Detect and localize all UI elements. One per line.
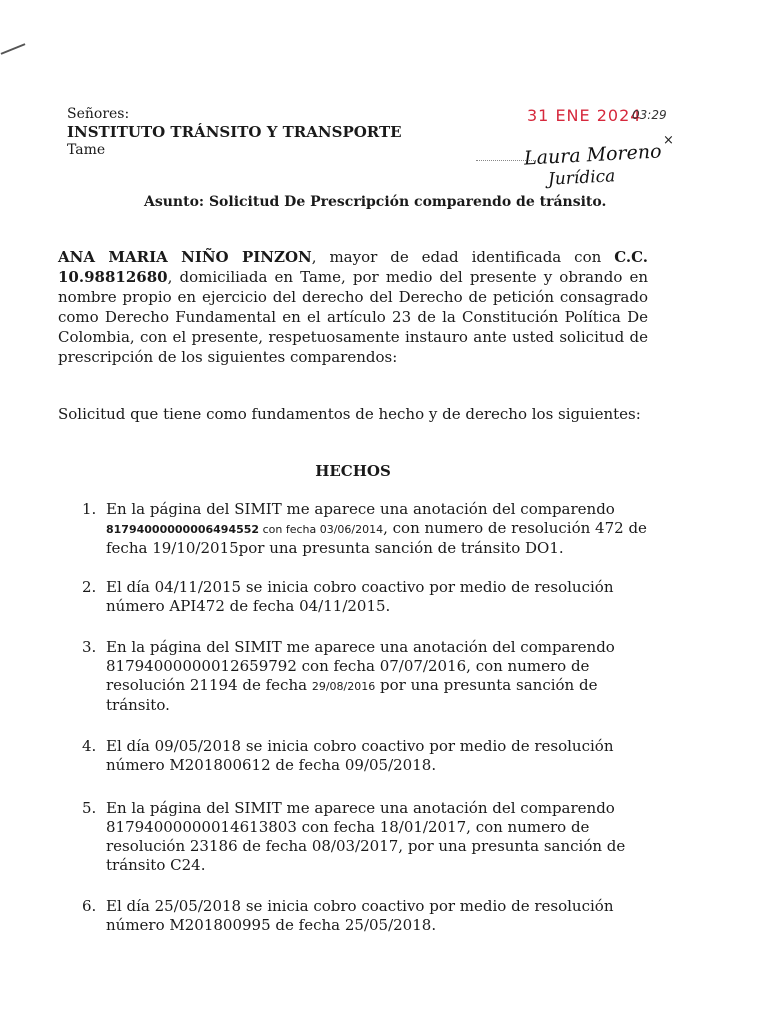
item-number: 2.	[82, 578, 97, 596]
list-item	[82, 500, 654, 558]
item-number: 4.	[82, 737, 97, 755]
citation-code: 81794000000006494552	[106, 523, 260, 536]
salutation: Señores:	[67, 106, 130, 122]
item-number: 6.	[82, 897, 97, 915]
item-text: El día 09/05/2018 se inicia cobro coactivo por medio de resolución número M201800612 de fecha 09/05/2018.	[106, 737, 614, 774]
scan-mark	[1, 43, 26, 55]
city: Tame	[67, 142, 106, 158]
item-text	[106, 638, 654, 715]
item-text-part: , con numero de resolución 472 de fecha 19/10/2015por una presunta sanción de tránsito DO1.	[106, 519, 647, 557]
item-text-part: En la página del SIMIT me aparece una anotación del comparendo	[106, 500, 615, 518]
intro-text-1: , mayor de edad identificada con	[311, 248, 615, 266]
facts-list	[82, 500, 654, 935]
grounds-paragraph: Solicitud que tiene como fundamentos de hecho y de derecho los siguientes:	[58, 405, 641, 423]
item-text: El día 25/05/2018 se inicia cobro coactivo por medio de resolución número M201800995 de fecha 25/05/2018.	[106, 897, 614, 934]
item-text-part: por una presunta sanción de tránsito.	[106, 676, 598, 714]
item-number: 1.	[82, 500, 97, 518]
section-heading: HECHOS	[315, 462, 391, 480]
subject-line: Asunto: Solicitud De Prescripción comparendo de tránsito.	[144, 194, 607, 210]
id-number: C.C. 10.98812680	[58, 248, 648, 286]
received-stamp	[470, 100, 700, 195]
stamp-mark: ×	[663, 133, 674, 148]
list-item	[82, 799, 654, 875]
institution-name: INSTITUTO TRÁNSITO Y TRANSPORTE	[67, 123, 402, 141]
list-item	[82, 897, 654, 935]
item-text	[106, 500, 654, 558]
resolution-date: 29/08/2016	[311, 680, 376, 693]
handwritten-signature: Laura Moreno	[523, 140, 663, 170]
intro-paragraph	[58, 247, 648, 367]
stamp-time: 03:29	[632, 108, 667, 122]
addressee-block	[67, 105, 402, 159]
stamp-date: 31 ENE 2024	[527, 106, 642, 125]
list-item	[82, 578, 654, 616]
item-text-part: En la página del SIMIT me aparece una anotación del comparendo 81794000000012659792 con fecha 07/07/2016, con numero de resolución 21194 de fecha	[106, 638, 615, 694]
list-item	[82, 737, 654, 775]
item-number: 5.	[82, 799, 97, 817]
item-text: El día 04/11/2015 se inicia cobro coactivo por medio de resolución número API472 de fecha 04/11/2015.	[106, 578, 614, 615]
intro-text-2: , domiciliada en Tame, por medio del presente y obrando en nombre propio en ejercicio del derecho del Derecho de petición consagrado como Derecho Fundamental en el artículo 23 de la Constitución Política De Colombia, con el presente, respetuosamente instauro ante usted solicitud de prescripción de los siguientes comparendos:	[58, 268, 648, 366]
petitioner-name: ANA MARIA NIÑO PINZON	[58, 248, 312, 266]
list-item	[82, 638, 654, 715]
handwritten-department: Jurídica	[547, 166, 616, 190]
citation-date: con fecha 03/06/2014	[259, 523, 384, 536]
item-number: 3.	[82, 638, 97, 656]
item-text: En la página del SIMIT me aparece una anotación del comparendo 81794000000014613803 con fecha 18/01/2017, con numero de resolución 23186 de fecha 08/03/2017, por una presunta sanción de tránsito C24.	[106, 799, 626, 874]
